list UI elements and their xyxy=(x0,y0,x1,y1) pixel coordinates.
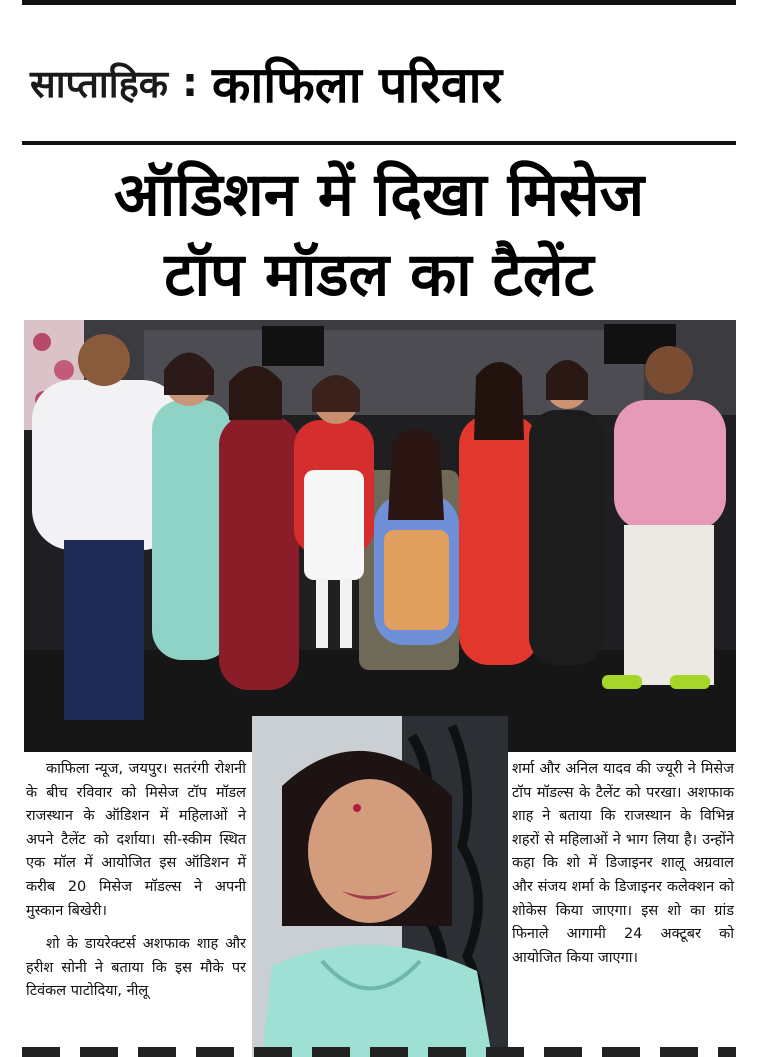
section-name: काफिला परिवार xyxy=(211,56,503,114)
group-photo-illustration xyxy=(24,320,736,752)
header-rule xyxy=(22,141,736,145)
article-column-left xyxy=(26,758,246,1014)
section-kicker: साप्ताहिक xyxy=(30,62,168,106)
article-paragraph-1: काफिला न्यूज, जयपुर। सतरंगी रोशनी के बीच रविवार को मिसेज टॉप मॉडल राजस्थान के ऑडिशन में महिलाओं ने अपने टैलेंट को दर्शाया। सी-स्कीम स्थित एक मॉल में आयोजित इस ऑडिशन में करीब 20 मिसेज मॉडल्स ने अपनी मुस्कान बिखेरी। xyxy=(26,761,246,919)
article-paragraph-2: शो के डायरेक्टर्स अशफाक शाह और हरीश सोनी ने बताया कि इस मौके पर टिवंकल पाटोदिया, नीलू xyxy=(26,936,246,1000)
headline-line-1: ऑडिशन में दिखा मिसेज xyxy=(113,160,645,230)
section-separator: : xyxy=(181,60,198,106)
section-header xyxy=(30,48,730,118)
next-headline-cutoff xyxy=(22,1047,736,1057)
article-column-right xyxy=(512,758,734,980)
portrait-photo xyxy=(252,716,508,1057)
article-paragraph-3: शर्मा और अनिल यादव की ज्यूरी ने मिसेज टॉप मॉडल्स के टैलेंट को परखा। अशफाक शाह ने बताया कि राजस्थान के विभिन्न शहरों से महिलाओं ने भाग लिया है। उन्होंने कहा कि शो में डिजाइनर शालू अग्रवाल और संजय शर्मा के डिजाइनर कलेक्शन को शोकेस किया जाएगा। इस शो का ग्रांड फिनाले आगामी 24 अक्टूबर को आयोजित किया जाएगा। xyxy=(512,761,734,966)
headline-line-2: टॉप मॉडल का टैलेंट xyxy=(164,240,594,310)
group-photo xyxy=(24,320,736,752)
portrait-illustration xyxy=(252,716,508,1057)
top-rule xyxy=(22,0,736,5)
headline xyxy=(24,155,734,315)
